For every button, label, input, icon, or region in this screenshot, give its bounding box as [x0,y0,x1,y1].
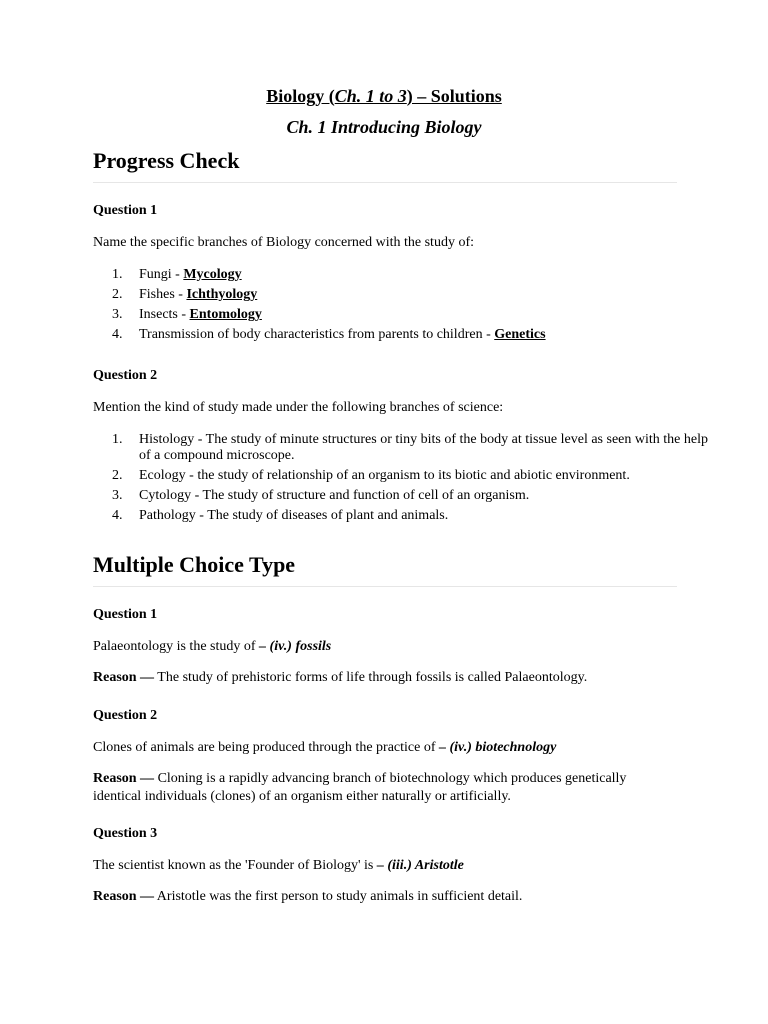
term-answer: Genetics [494,327,546,342]
list-item: 2. Ecology - the study of relationship of an organism to its biotic and abiotic environment. [112,468,630,483]
question-prompt: Name the specific branches of Biology concerned with the study of: [93,235,474,250]
term-answer: Mycology [183,267,242,282]
branches-list [93,267,709,347]
answer-text: – (iv.) biotechnology [439,740,557,755]
question-prompt: Mention the kind of study made under the following branches of science: [93,400,504,415]
list-item: 1. Fungi - Mycology [112,267,242,282]
list-item: 3. Cytology - The study of structure and function of cell of an organism. [112,488,530,503]
reason-text: Reason — The study of prehistoric forms of life through fossils is called Palaeontology. [93,670,588,685]
answer-text: – (iv.) fossils [259,639,332,654]
reason-text: Reason — Cloning is a rapidly advancing branch of biotechnology which produces genetically identical individuals (clones) of an organism either naturally or artificially. [93,771,627,804]
section-heading-progress-check: Progress Check [93,148,677,183]
section-heading-multiple-choice: Multiple Choice Type [93,552,677,587]
question-label: Question 2 [93,708,158,723]
question-label: Question 1 [93,607,158,622]
list-item: 2. Fishes - Ichthyology [112,287,258,302]
question-label: Question 1 [93,203,158,218]
science-branches-list [93,432,709,528]
term-answer: Ichthyology [186,287,258,302]
question-label: Question 2 [93,368,158,383]
question-label: Question 3 [93,826,158,841]
question-stem: Palaeontology is the study of – (iv.) fossils [93,639,332,654]
list-item: 4. Transmission of body characteristics from parents to children - Genetics [112,327,546,342]
term-answer: Entomology [189,307,262,322]
title-prefix: Biology ( [266,86,335,106]
answer-text: – (iii.) Aristotle [376,858,464,873]
chapter-title: Ch. 1 Introducing Biology [286,117,482,137]
list-item: 3. Insects - Entomology [112,307,262,322]
question-stem: The scientist known as the 'Founder of Biology' is – (iii.) Aristotle [93,858,464,873]
document-title [0,86,768,107]
title-italic: Ch. 1 to 3 [334,86,407,106]
list-item: 4. Pathology - The study of diseases of plant and animals. [112,508,449,523]
title-suffix: ) – Solutions [406,86,502,106]
reason-text: Reason — Aristotle was the first person to study animals in sufficient detail. [93,889,523,904]
list-item: 1. Histology - The study of minute structures or tiny bits of the body at tissue level as seen with the help of a compound microscope. [112,432,708,463]
question-stem: Clones of animals are being produced through the practice of – (iv.) biotechnology [93,740,557,755]
